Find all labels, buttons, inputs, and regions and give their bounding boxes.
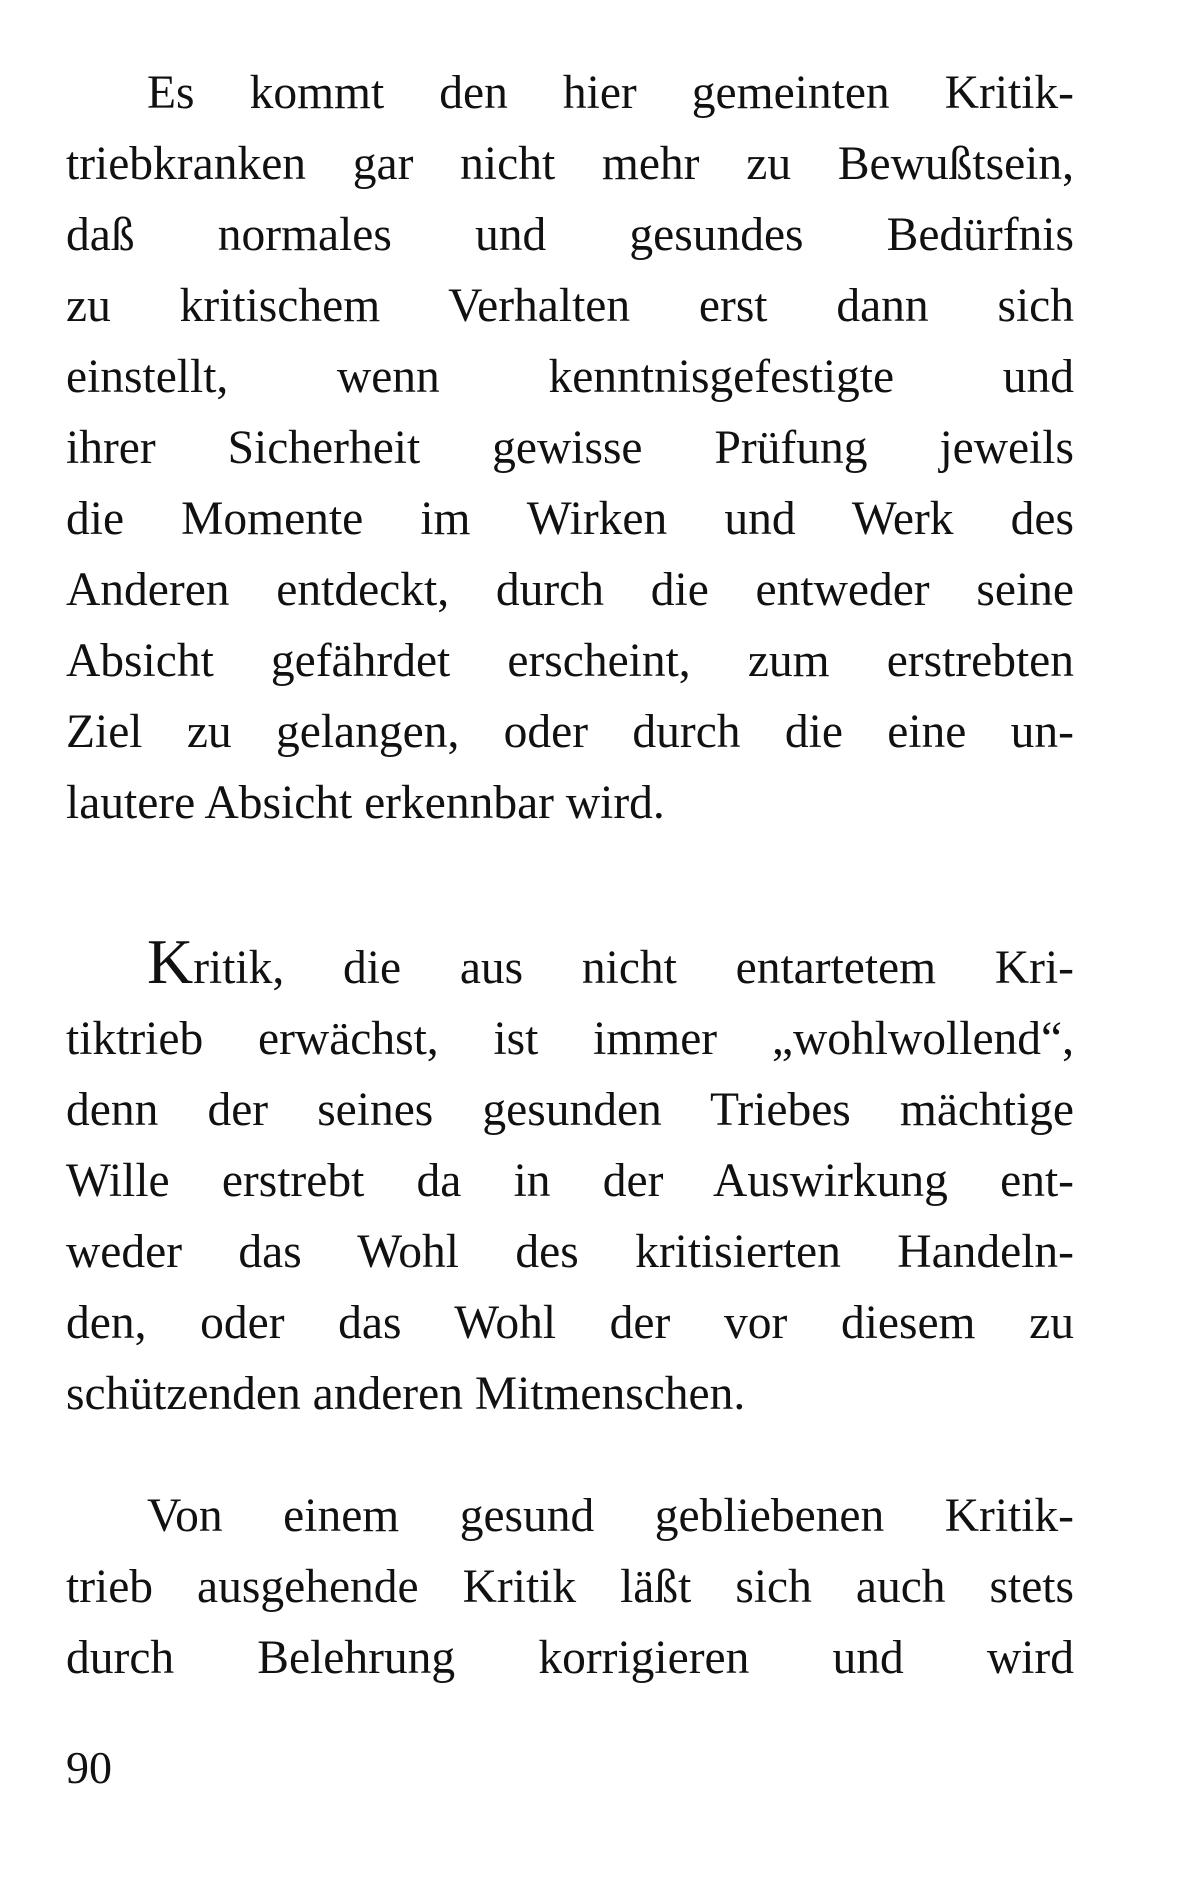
- text-line-with-initial: [66, 926, 1074, 1004]
- text-line: trieb ausgehende Kritik läßt sich auch stets: [66, 1561, 1074, 1613]
- text-line: denn der seines gesunden Triebes mächtige: [66, 1084, 1074, 1136]
- page-number: 90: [66, 1742, 112, 1793]
- paragraph-3: [66, 1481, 1074, 1694]
- text-line: durch Belehrung korrigieren und wird: [66, 1632, 1074, 1684]
- text-line: die Momente im Wirken und Werk des: [66, 493, 1074, 545]
- paragraph-2: [66, 926, 1074, 1430]
- text-line: weder das Wohl des kritisierten Handeln-: [66, 1226, 1074, 1278]
- text-line-rest: ritik, die aus nicht entartetem Kri-: [193, 942, 1074, 994]
- text-line: zu kritischem Verhalten erst dann sich: [66, 280, 1074, 332]
- initial-letter: K: [147, 926, 194, 997]
- text-line: lautere Absicht erkennbar wird.: [66, 777, 665, 829]
- text-line: schützenden anderen Mitmenschen.: [66, 1368, 746, 1420]
- text-line: triebkranken gar nicht mehr zu Bewußtsein,: [66, 138, 1074, 190]
- text-line: Von einem gesund gebliebenen Kritik-: [147, 1490, 1074, 1542]
- text-line: Wille erstrebt da in der Auswirkung ent-: [66, 1155, 1074, 1207]
- text-line: Anderen entdeckt, durch die entweder seine: [66, 564, 1074, 616]
- text-line: daß normales und gesundes Bedürfnis: [66, 209, 1074, 261]
- text-line: Es kommt den hier gemeinten Kritik-: [147, 67, 1074, 119]
- text-line: den, oder das Wohl der vor diesem zu: [66, 1297, 1074, 1349]
- text-line: ihrer Sicherheit gewisse Prüfung jeweils: [66, 422, 1074, 474]
- text-line: Absicht gefährdet erscheint, zum erstrebten: [66, 635, 1074, 687]
- text-line: einstellt, wenn kenntnisgefestigte und: [66, 351, 1074, 403]
- text-line: tiktrieb erwächst, ist immer „wohlwollend“,: [66, 1013, 1074, 1065]
- book-page: [66, 58, 1074, 1878]
- paragraph-1: [66, 58, 1074, 839]
- text-line: Ziel zu gelangen, oder durch die eine un-: [66, 706, 1074, 758]
